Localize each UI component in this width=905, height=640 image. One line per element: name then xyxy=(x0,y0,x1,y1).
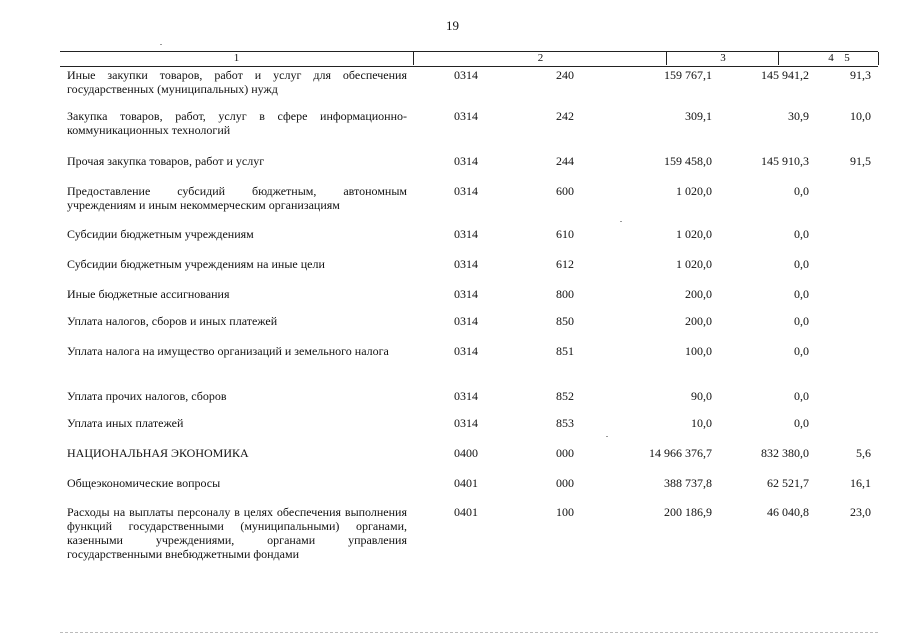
header-col-3: 3 xyxy=(666,52,779,65)
row-description: Иные закупки товаров, работ и услуг для обеспечения государственных (муниципальных) нужд xyxy=(67,68,407,96)
row-value-5: 91,3 xyxy=(850,68,871,82)
row-value-4: 0,0 xyxy=(794,257,809,271)
row-kind: 244 xyxy=(556,154,574,168)
row-value-4: 0,0 xyxy=(794,287,809,301)
row-value-5: 5,6 xyxy=(856,446,871,460)
row-kind: 600 xyxy=(556,184,574,198)
row-kind: 610 xyxy=(556,227,574,241)
row-description: Субсидии бюджетным учреждениям xyxy=(67,227,254,241)
row-value-5: 91,5 xyxy=(850,154,871,168)
header-col-2: 2 xyxy=(413,52,667,65)
row-value-3: 1 020,0 xyxy=(676,184,712,198)
row-kind: 240 xyxy=(556,68,574,82)
row-value-3: 90,0 xyxy=(691,389,712,403)
row-kind: 000 xyxy=(556,446,574,460)
row-kind: 100 xyxy=(556,505,574,519)
header-col-5: 5 xyxy=(844,52,850,64)
row-kind: 612 xyxy=(556,257,574,271)
row-value-3: 309,1 xyxy=(685,109,712,123)
row-value-3: 200 186,9 xyxy=(664,505,712,519)
row-description: Иные бюджетные ассигнования xyxy=(67,287,230,301)
row-description: Закупка товаров, работ, услуг в сфере информационно-коммуникационных технологий xyxy=(67,109,407,137)
row-kind: 242 xyxy=(556,109,574,123)
row-value-3: 14 966 376,7 xyxy=(649,446,712,460)
row-kind: 852 xyxy=(556,389,574,403)
row-value-3: 200,0 xyxy=(685,287,712,301)
row-value-4: 145 941,2 xyxy=(761,68,809,82)
row-value-5: 16,1 xyxy=(850,476,871,490)
row-value-4: 832 380,0 xyxy=(761,446,809,460)
row-kind: 800 xyxy=(556,287,574,301)
row-description: Общеэкономические вопросы xyxy=(67,476,221,490)
row-value-4: 145 910,3 xyxy=(761,154,809,168)
row-kind: 853 xyxy=(556,416,574,430)
row-value-4: 0,0 xyxy=(794,314,809,328)
row-section: 0314 xyxy=(454,287,478,301)
row-value-4: 0,0 xyxy=(794,227,809,241)
row-value-3: 100,0 xyxy=(685,344,712,358)
row-value-3: 159 458,0 xyxy=(664,154,712,168)
scan-speck xyxy=(160,44,162,45)
scan-speck xyxy=(620,221,622,222)
row-description: НАЦИОНАЛЬНАЯ ЭКОНОМИКА xyxy=(67,446,249,460)
row-description: Предоставление субсидий бюджетным, автономным учреждениям и иным некоммерческим организациям xyxy=(67,184,407,212)
row-kind: 851 xyxy=(556,344,574,358)
row-description: Расходы на выплаты персоналу в целях обеспечения выполнения функций государственными (муниципальными) органами, казенными учреждениями, органами управления государственными внебюджетными фондами xyxy=(67,505,407,561)
row-description: Уплата налога на имущество организаций и земельного налога xyxy=(67,344,389,358)
row-value-3: 10,0 xyxy=(691,416,712,430)
row-value-4: 0,0 xyxy=(794,389,809,403)
scan-speck xyxy=(606,436,608,437)
row-section: 0314 xyxy=(454,109,478,123)
row-description: Уплата прочих налогов, сборов xyxy=(67,389,227,403)
row-section: 0314 xyxy=(454,416,478,430)
row-section: 0314 xyxy=(454,184,478,198)
row-value-3: 200,0 xyxy=(685,314,712,328)
row-section: 0314 xyxy=(454,344,478,358)
bottom-rule xyxy=(60,632,878,633)
header-col-1: 1 xyxy=(233,52,240,64)
row-value-4: 62 521,7 xyxy=(767,476,809,490)
row-section: 0314 xyxy=(454,389,478,403)
row-value-3: 159 767,1 xyxy=(664,68,712,82)
table-header xyxy=(60,51,878,67)
row-section: 0314 xyxy=(454,257,478,271)
row-section: 0401 xyxy=(454,476,478,490)
row-value-3: 388 737,8 xyxy=(664,476,712,490)
header-col-4: 4 xyxy=(778,52,883,65)
row-value-5: 23,0 xyxy=(850,505,871,519)
row-description: Уплата налогов, сборов и иных платежей xyxy=(67,314,278,328)
row-section: 0314 xyxy=(454,227,478,241)
row-value-3: 1 020,0 xyxy=(676,227,712,241)
row-value-3: 1 020,0 xyxy=(676,257,712,271)
row-section: 0400 xyxy=(454,446,478,460)
row-value-4: 46 040,8 xyxy=(767,505,809,519)
row-value-5: 10,0 xyxy=(850,109,871,123)
page-number: 19 xyxy=(446,18,459,33)
row-section: 0314 xyxy=(454,314,478,328)
row-kind: 850 xyxy=(556,314,574,328)
row-description: Прочая закупка товаров, работ и услуг xyxy=(67,154,265,168)
row-value-4: 30,9 xyxy=(788,109,809,123)
row-kind: 000 xyxy=(556,476,574,490)
row-section: 0314 xyxy=(454,154,478,168)
row-value-4: 0,0 xyxy=(794,344,809,358)
row-description: Уплата иных платежей xyxy=(67,416,184,430)
header-col-5-divider xyxy=(878,52,879,65)
row-value-4: 0,0 xyxy=(794,184,809,198)
row-section: 0314 xyxy=(454,68,478,82)
row-value-4: 0,0 xyxy=(794,416,809,430)
row-description: Субсидии бюджетным учреждениям на иные цели xyxy=(67,257,325,271)
row-section: 0401 xyxy=(454,505,478,519)
